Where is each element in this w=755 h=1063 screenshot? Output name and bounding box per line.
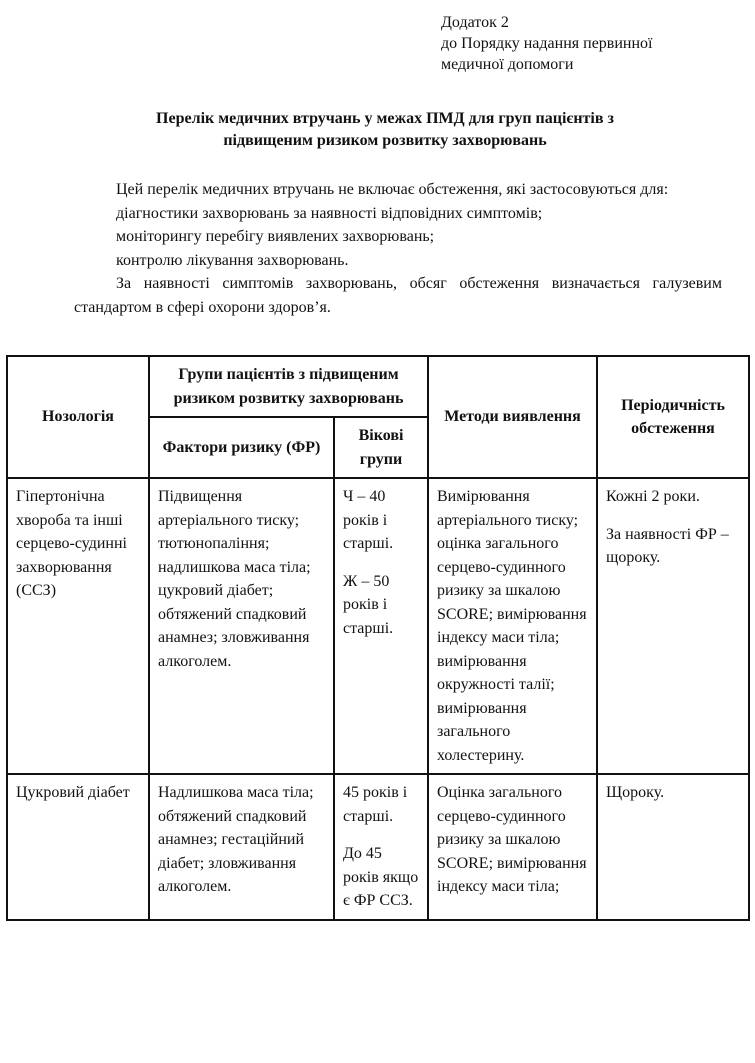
cell-age-groups	[334, 478, 428, 774]
cell-risk-factors: Надлишкова маса тіла; обтяжений спадковий анамнез; гестаційний діабет; зловживання алкоголем.	[149, 774, 334, 920]
addendum-line: медичної допомоги	[441, 56, 574, 73]
cell-methods: Вимірювання артеріального тиску; оцінка загального серцево-судинного ризику за шкалою SCORE; вимірювання індексу маси тіла; вимірювання окружності талії; вимірювання загального холестерину.	[428, 478, 597, 774]
intro-list-item: контролю лікування захворювань.	[116, 251, 349, 269]
cell-nosology: Гіпертонічна хвороба та інші серцево-судинні захворювання (ССЗ)	[7, 478, 149, 774]
addendum-line: до Порядку надання первинної	[441, 35, 653, 52]
header-patient-groups: Групи пацієнтів з підвищеним ризиком розвитку захворювань	[149, 356, 428, 417]
interventions-table	[6, 355, 750, 921]
cell-methods: Оцінка загального серцево-судинного ризику за шкалою SCORE; вимірювання індексу маси тіла;	[428, 774, 597, 920]
intro-text	[74, 178, 722, 319]
header-risk-factors: Фактори ризику (ФР)	[149, 417, 334, 478]
cell-periodicity	[597, 774, 749, 920]
header-periodicity: Періодичність обстеження	[597, 356, 749, 478]
intro-paragraph: За наявності симптомів захворювань, обсяг обстеження визначається галузевим стандартом в сфері охорони здоров’я.	[74, 275, 722, 316]
periodicity-main: Кожні 2 роки.	[606, 488, 700, 505]
intro-paragraph: Цей перелік медичних втручань не включає обстеження, які застосовуються для:	[116, 181, 669, 198]
table-header-row	[7, 356, 749, 417]
age-group-main: 45 років і старші.	[343, 784, 408, 825]
header-nosology: Нозологія	[7, 356, 149, 478]
title-line: підвищеним ризиком розвитку захворювань	[223, 132, 547, 149]
table-row	[7, 774, 749, 920]
intro-list-item: діагностики захворювань за наявності відповідних симптомів;	[116, 204, 543, 222]
table-row	[7, 478, 749, 774]
periodicity-main: Щороку.	[606, 784, 665, 801]
addendum-line: Додаток 2	[441, 14, 509, 31]
cell-periodicity	[597, 478, 749, 774]
document-title	[40, 108, 730, 152]
cell-nosology: Цукровий діабет	[7, 774, 149, 920]
title-line: Перелік медичних втручань у межах ПМД для груп пацієнтів з	[156, 110, 614, 127]
cell-risk-factors: Підвищення артеріального тиску; тютюнопаління; надлишкова маса тіла; цукровий діабет; обтяжений спадковий анамнез; зловживання алкоголем.	[149, 478, 334, 774]
periodicity-with-risk: За наявності ФР – щороку.	[606, 525, 729, 566]
intro-list-item: моніторингу перебігу виявлених захворювань;	[116, 228, 435, 245]
age-group-conditional: До 45 років якщо є ФР ССЗ.	[343, 845, 419, 909]
age-group-women: Ж – 50 років і старші.	[343, 572, 394, 637]
addendum-header	[441, 12, 652, 75]
header-methods: Методи виявлення	[428, 356, 597, 478]
cell-age-groups	[334, 774, 428, 920]
age-group-men: Ч – 40 років і старші.	[343, 488, 394, 552]
header-age-groups: Вікові групи	[334, 417, 428, 478]
